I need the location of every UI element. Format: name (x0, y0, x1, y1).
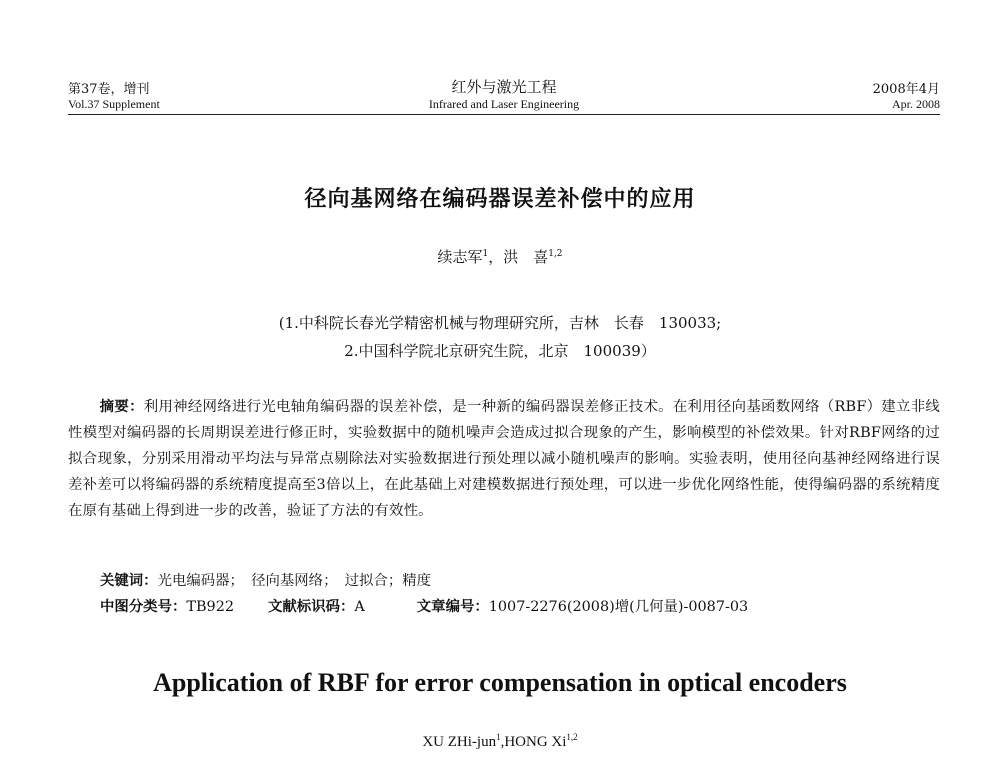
paper-title-en: Application of RBF for error compensation in optical encoders (153, 668, 847, 697)
doc-code-label: 文献标识码： (268, 599, 355, 615)
header-journal-en: Infrared and Laser Engineering (428, 97, 580, 111)
abstract-text: 利用神经网络进行光电轴角编码器的误差补偿，是一种新的编码器误差修正技术。在利用径向基函数网络（RBF）建立非线性模型对编码器的长周期误差进行修正时，实验数据中的随机噪声会造成过拟合现象的产生，影响模型的补偿效果。针对RBF网络的过拟合现象，分别采用滑动平均法与异常点剔除法对实验数据进行预处理以减小随机噪声的影响。实验表明，使用径向基神经网络进行误差补差可以将编码器的系统精度提高至3倍以上，在此基础上对建模数据进行预处理，可以进一步优化网络性能，使得编码器的系统精度在原有基础上得到进一步的改善，验证了方法的有效性。 (68, 399, 940, 519)
abstract (68, 394, 940, 524)
header-date-cn: 2008年4月 (872, 82, 940, 97)
paper-meta (68, 568, 940, 620)
classification-row (68, 594, 940, 620)
author-1-name-en: XU ZHi-jun (422, 734, 497, 750)
header-volume-cn: 第37卷，增刊 (68, 82, 150, 97)
doc-code-value: A (354, 599, 365, 615)
running-header (68, 78, 940, 114)
header-volume-en: Vol.37 Supplement (68, 97, 160, 111)
article-number-label: 文章编号： (416, 599, 489, 615)
keywords-text: 光电编码器； 径向基网络； 过拟合；精度 (157, 573, 431, 589)
author-1-name: 续志军 (437, 248, 483, 266)
clc-value: TB922 (186, 599, 235, 615)
header-journal-cn: 红外与激光工程 (451, 78, 557, 96)
header-rule (68, 114, 940, 115)
keywords-label: 关键词： (100, 573, 158, 589)
author-2-affiliation: 1,2 (548, 249, 563, 259)
article-number-value: 1007-2276(2008)增(几何量)-0087-03 (488, 599, 749, 615)
header-date-en: Apr. 2008 (892, 97, 940, 111)
abstract-label: 摘要： (99, 399, 144, 415)
affiliation-line-1: (1.中科院长春光学精密机械与物理研究所，吉林 长春 130033; (278, 314, 722, 332)
keywords-row (68, 568, 940, 594)
affiliation-line-2: 2.中国科学院北京研究生院，北京 100039） (344, 342, 656, 360)
author-2-name-en: ,HONG Xi (500, 734, 567, 750)
clc-label: 中图分类号： (100, 599, 187, 615)
author-2-name: 洪 喜 (503, 248, 549, 266)
author-1-affiliation-en: 1 (496, 732, 501, 742)
author-1-affiliation: 1 (482, 249, 489, 259)
author-separator: ， (488, 248, 504, 266)
paper-title-cn: 径向基网络在编码器误差补偿中的应用 (304, 187, 696, 212)
abstract-paragraph (68, 394, 940, 524)
authors-en (0, 732, 1000, 751)
authors-cn (0, 246, 1000, 267)
author-2-affiliation-en: 1,2 (566, 732, 578, 742)
